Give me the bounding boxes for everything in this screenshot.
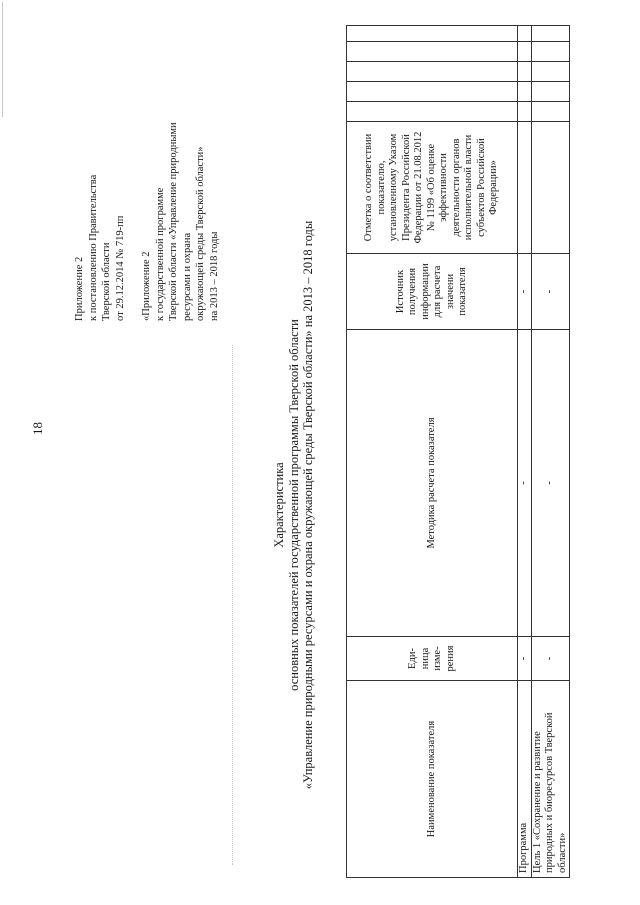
row-method: -	[531, 330, 570, 637]
appendix-quote-line: к государственной программе	[154, 187, 166, 321]
row-empty-cell	[518, 42, 532, 62]
appendix-line: к постановлению Правительства	[87, 174, 99, 321]
row-source: -	[518, 254, 532, 330]
row-empty-cell	[518, 102, 532, 122]
appendix-quote-line: на 2013 – 2018 годы	[208, 231, 220, 321]
row-empty-cell	[531, 42, 570, 62]
appendix-quote-line: «Приложение 2	[141, 251, 152, 321]
header-empty-col	[347, 26, 518, 42]
page-number: 18	[30, 422, 45, 435]
row-source: -	[531, 254, 570, 330]
table-header-row	[347, 26, 518, 878]
row-decree-mark	[518, 122, 532, 254]
row-empty-cell	[531, 82, 570, 102]
appendix-quote-line: Тверской области «Управление природными	[168, 122, 179, 321]
row-name: Цель 1 «Сохранение и развитие природных и биоресурсов Тверской области»	[531, 681, 570, 878]
row-unit: -	[531, 637, 570, 681]
header-empty-col	[347, 102, 518, 122]
appendix-line: Приложение 2	[74, 256, 85, 321]
header-empty-col	[347, 62, 518, 82]
header-unit: Еди-ница изме-рения	[347, 637, 518, 681]
header-method: Методика расчета показателя	[347, 330, 518, 637]
title-line-2: основных показателей государственной программы Тверской области	[286, 319, 301, 691]
document-title	[272, 125, 316, 885]
row-decree-mark	[531, 122, 570, 254]
header-empty-col	[347, 42, 518, 62]
title-line-3: «Управление природными ресурсами и охрана окружающей среды Тверской области» на 2013 – 2018 годы	[301, 220, 315, 790]
header-source: Источник получения информации для расчета значени показателя	[347, 254, 518, 330]
row-empty-cell	[531, 102, 570, 122]
header-indicator-name: Наименование показателя	[347, 681, 518, 878]
indicators-table	[346, 25, 570, 878]
row-empty-cell	[531, 26, 570, 42]
title-line-1: Характеристика	[272, 462, 286, 548]
row-name: Программа	[518, 681, 532, 878]
appendix-line: от 29.12.2014 № 719-пп	[114, 215, 126, 321]
table-row	[518, 26, 532, 878]
row-empty-cell	[518, 62, 532, 82]
appendix-block	[73, 122, 221, 321]
appendix-quote-line: окружающей среды Тверской области»	[195, 146, 206, 321]
row-unit: -	[518, 637, 532, 681]
row-empty-cell	[518, 82, 532, 102]
row-method: -	[518, 330, 532, 637]
row-empty-cell	[531, 62, 570, 82]
appendix-quote-line: ресурсами и охрана	[181, 232, 193, 321]
top-edge-mark	[2, 2, 7, 117]
header-decree-mark: Отметка о соответствии показателю, установленному Указом Президента Российской Федерации от 21.08.2012 № 1199 «Об оценке эффективности деятельности органов исполнительной власти субъектов Российской Федерации»	[347, 122, 518, 254]
appendix-gap	[127, 122, 140, 321]
header-empty-col	[347, 82, 518, 102]
appendix-line: Тверской области	[101, 242, 112, 321]
table-row	[531, 26, 570, 878]
row-empty-cell	[518, 26, 532, 42]
margin-dotted-line	[232, 345, 233, 865]
